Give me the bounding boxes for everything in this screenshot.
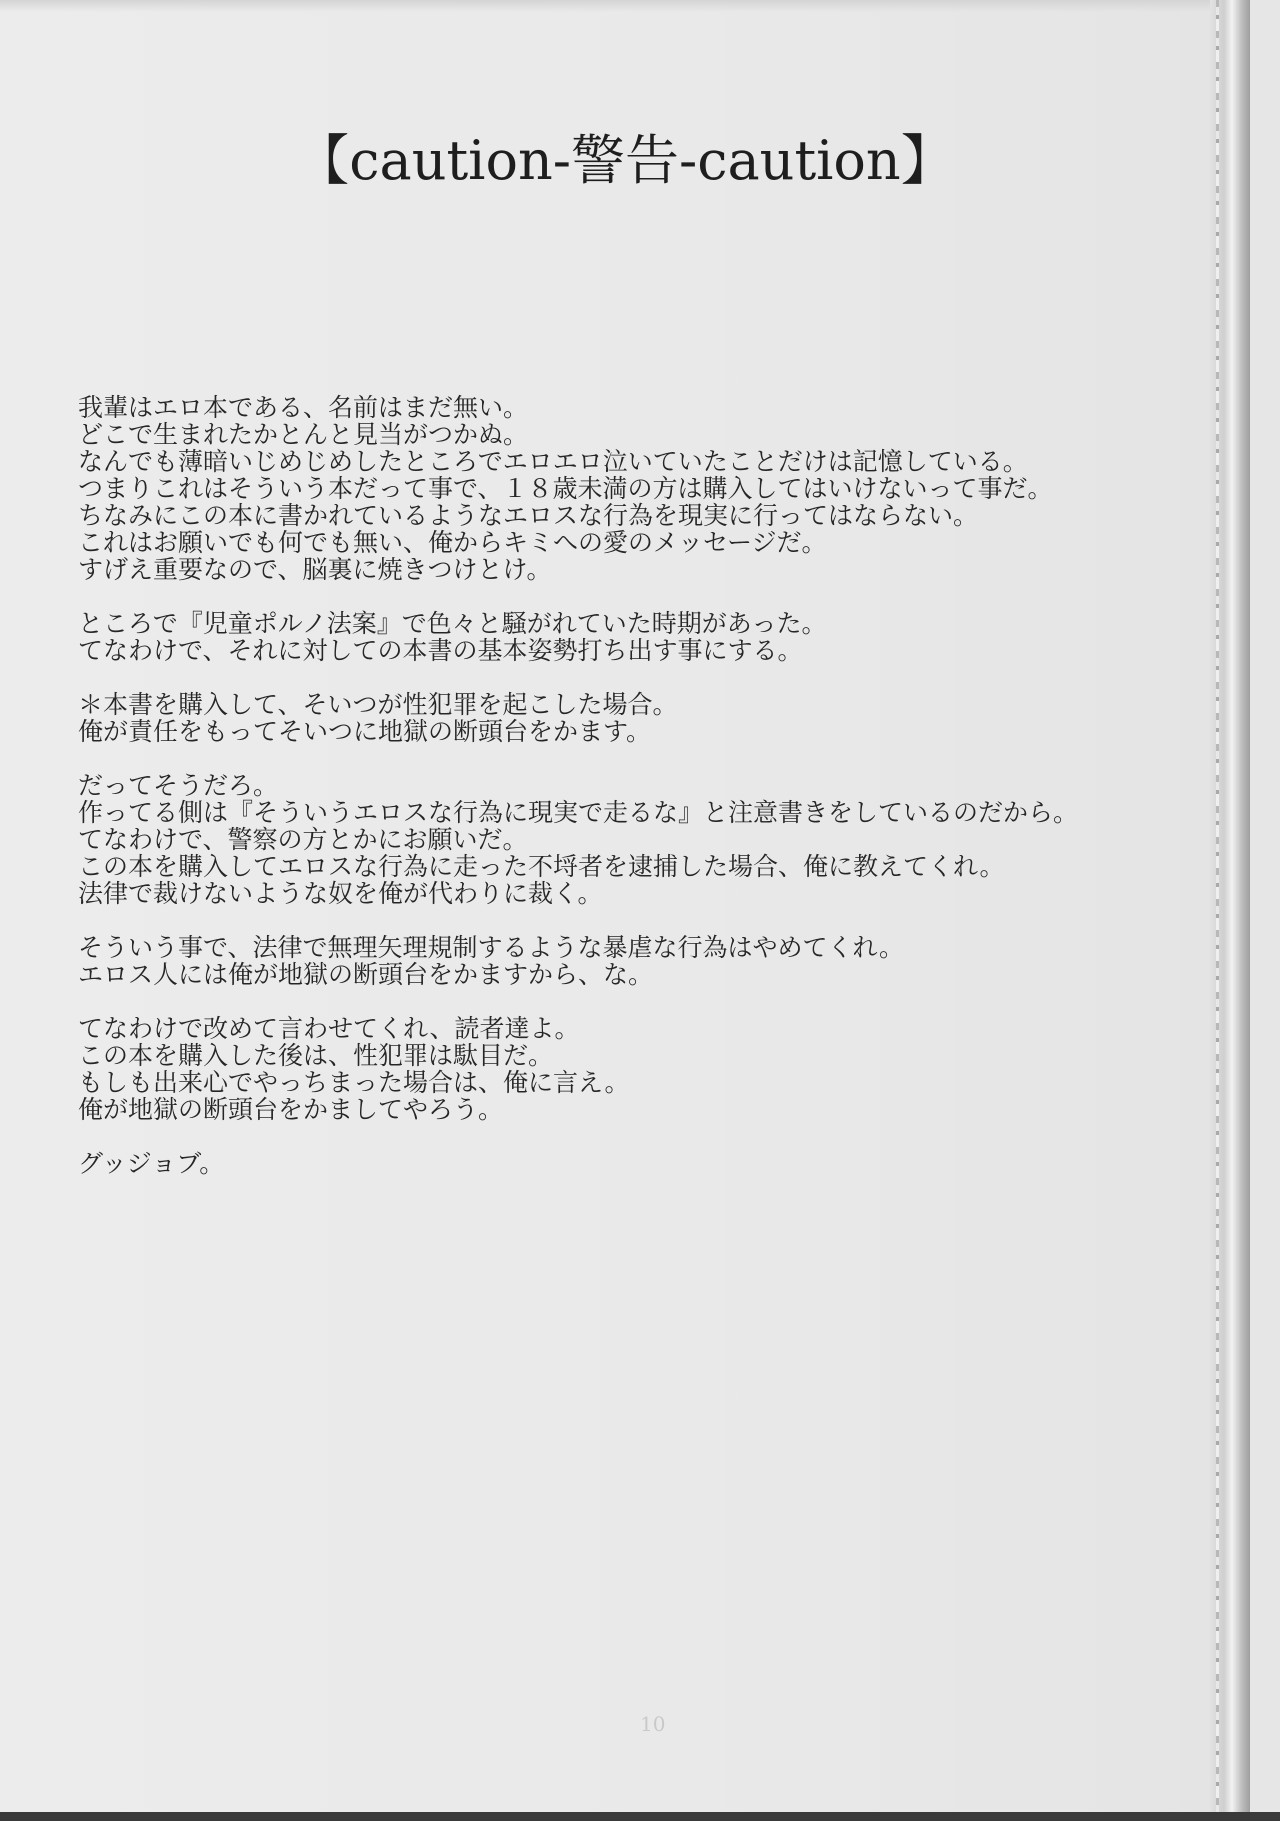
text-line: だってそうだろ。 xyxy=(78,771,279,800)
text-line: そういう事で、法律で無理矢理規制するような暴虐な行為はやめてくれ。 xyxy=(78,933,905,962)
text-line: 法律で裁けないような奴を俺が代わりに裁く。 xyxy=(78,879,603,908)
text-line: ＊本書を購入して、そいつが性犯罪を起こした場合。 xyxy=(78,690,678,719)
text-line: この本を購入した後は、性犯罪は駄目だ。 xyxy=(78,1041,554,1070)
paragraph-reason xyxy=(78,772,1238,907)
paragraph-stance xyxy=(78,691,1238,745)
scan-bottom-edge xyxy=(0,1812,1280,1821)
text-line: すげえ重要なので、脳裏に焼きつけとけ。 xyxy=(78,555,552,584)
page-number: 10 xyxy=(640,1712,666,1736)
torn-page-edge xyxy=(1210,0,1250,1812)
text-line: つまりこれはそういう本だって事で、１８歳未満の方は購入してはいけないって事だ。 xyxy=(78,474,1053,503)
text-line: この本を購入してエロスな行為に走った不埒者を逮捕した場合、俺に教えてくれ。 xyxy=(78,852,1005,881)
text-line: 我輩はエロ本である、名前はまだ無い。 xyxy=(78,393,529,422)
text-line: これはお願いでも何でも無い、俺からキミへの愛のメッセージだ。 xyxy=(78,528,827,557)
text-line: なんでも薄暗いじめじめしたところでエロエロ泣いていたことだけは記憶している。 xyxy=(78,447,1028,476)
paragraph-law xyxy=(78,610,1238,664)
text-line: てなわけで、警察の方とかにお願いだ。 xyxy=(78,825,528,854)
paragraph-closing xyxy=(78,1150,1238,1177)
text-line: 俺が責任をもってそいつに地獄の断頭台をかます。 xyxy=(78,717,652,746)
text-line: ちなみにこの本に書かれているようなエロスな行為を現実に行ってはならない。 xyxy=(78,501,979,530)
text-line: エロス人には俺が地獄の断頭台をかますから、な。 xyxy=(78,960,654,989)
page-top-shadow xyxy=(0,0,1250,12)
text-line: ところで『児童ポルノ法案』で色々と騒がれていた時期があった。 xyxy=(78,609,827,638)
text-line: 作ってる側は『そういうエロスな行為に現実で走るな』と注意書きをしているのだから。 xyxy=(78,798,1079,827)
text-line: てなわけで改めて言わせてくれ、読者達よ。 xyxy=(78,1014,580,1043)
paragraph-readers xyxy=(78,1015,1238,1123)
caution-body xyxy=(78,394,1238,1204)
paragraph-request xyxy=(78,934,1238,988)
paragraph-intro xyxy=(78,394,1238,583)
text-line: もしも出来心でやっちまった場合は、俺に言え。 xyxy=(78,1068,630,1097)
text-line: グッジョブ。 xyxy=(78,1149,225,1178)
text-line: てなわけで、それに対しての本書の基本姿勢打ち出す事にする。 xyxy=(78,636,803,665)
text-line: どこで生まれたかとんと見当がつかぬ。 xyxy=(78,420,529,449)
text-line: 俺が地獄の断頭台をかましてやろう。 xyxy=(78,1095,504,1124)
page-title: 【caution-警告-caution】 xyxy=(295,129,955,192)
